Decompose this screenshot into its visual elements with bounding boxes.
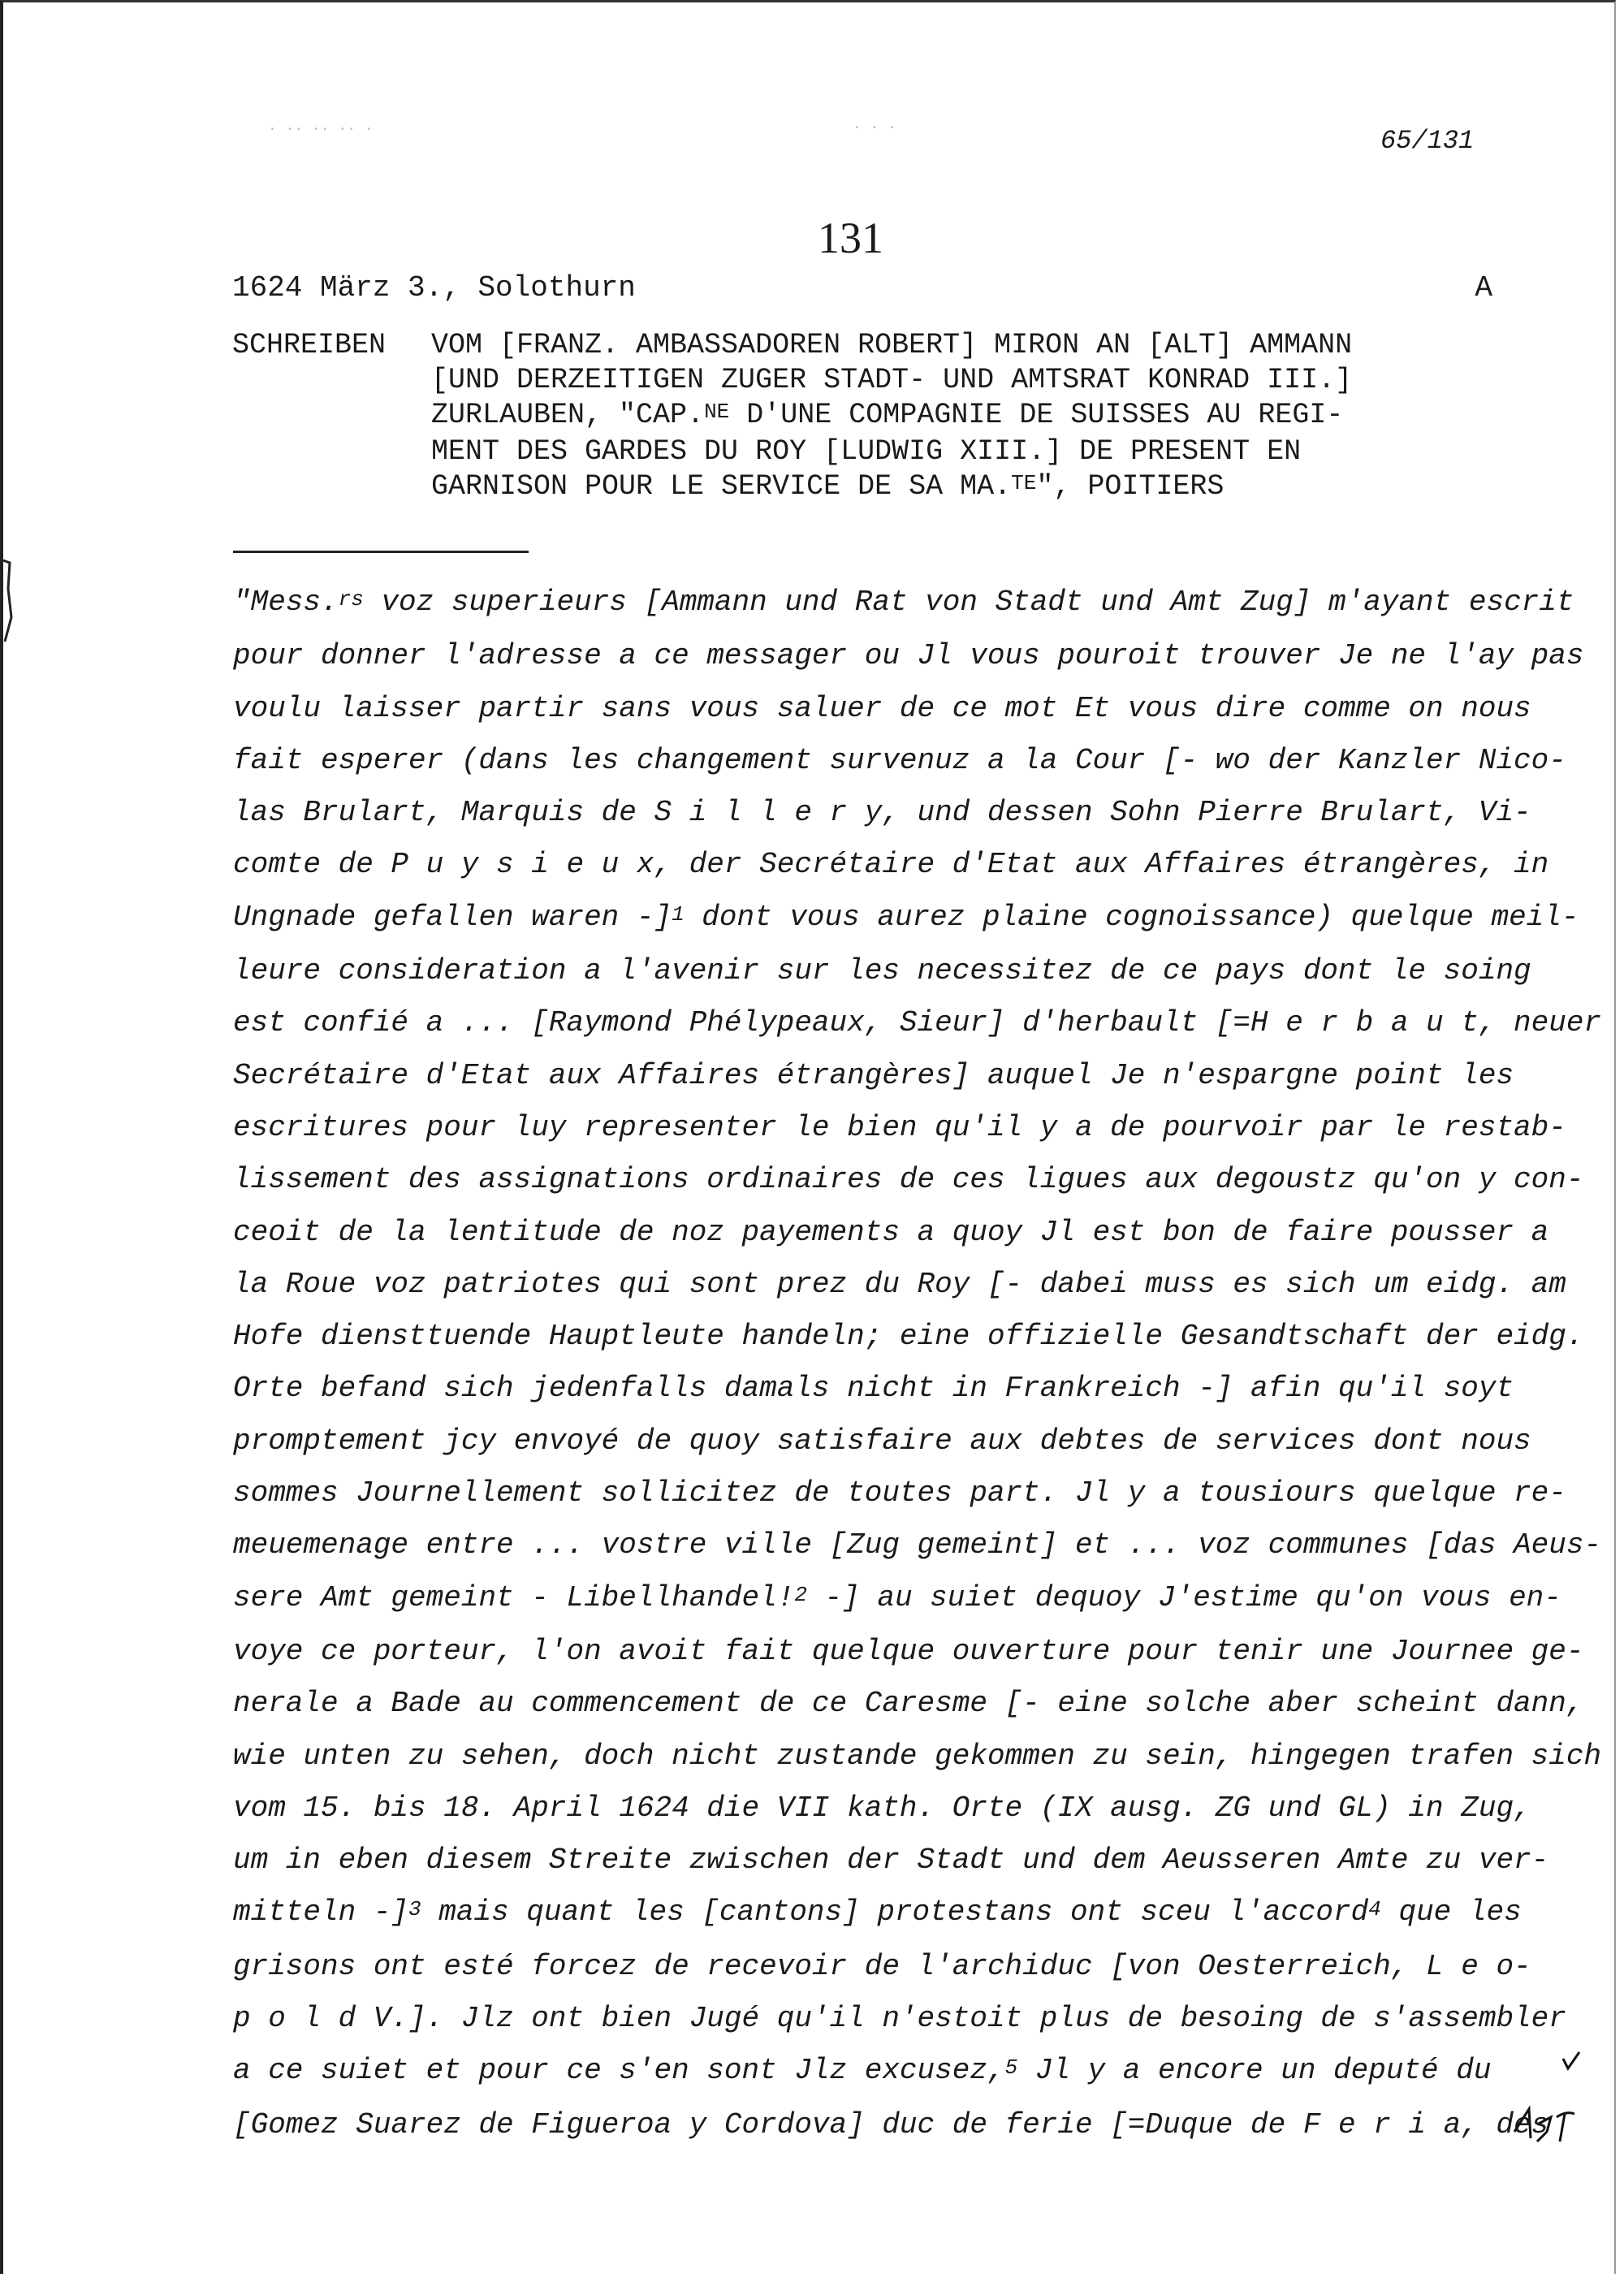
margin-bracket-mark <box>0 556 15 646</box>
scan-smudge: · ·· ·· ·· · <box>268 122 374 138</box>
text-line: Ungnade gefallen waren -]$^1$ dont vous aurez plaine cognoissance) quelque meil- <box>233 900 1579 934</box>
header-line: GARNISON POUR LE SERVICE DE SA MA.$^{TE}$", POITIERS <box>431 470 1224 503</box>
letter-body <box>233 577 1602 2151</box>
separator-rule <box>233 551 529 553</box>
text-line: sommes Journellement sollicitez de toutes part. Jl y a tousiours quelque re- <box>233 1476 1566 1511</box>
text-line: ceoit de la lentitude de noz payements a quoy Jl est bon de faire pousser a <box>233 1215 1549 1249</box>
text-line: Hofe diensttuende Hauptleute handeln; eine offizielle Gesandtschaft der eidg. <box>233 1320 1584 1354</box>
text-line: wie unten zu sehen, doch nicht zustande gekommen zu sein, hingegen trafen sich <box>233 1739 1602 1773</box>
text-line: Secrétaire d'Etat aux Affaires étrangères] auquel Je n'espargne point les <box>233 1058 1514 1092</box>
text-line: p o l d V.]. Jlz ont bien Jugé qu'il n'estoit plus de besoing de s'assembler <box>233 2002 1566 2036</box>
text-line: comte de P u y s i e u x, der Secrétaire d'Etat aux Affaires étrangères, in <box>233 848 1549 882</box>
text-line: la Roue voz patriotes qui sont prez du Roy [- dabei muss es sich um eidg. am <box>233 1267 1566 1301</box>
text-line: meuemenage entre ... vostre ville [Zug gemeint] et ... voz communes [das Aeus- <box>233 1528 1602 1562</box>
handwritten-folio-mark <box>1506 2051 1604 2148</box>
text-line: vom 15. bis 18. April 1624 die VII kath. Orte (IX ausg. ZG und GL) in Zug, <box>233 1791 1531 1825</box>
text-line: escritures pour luy representer le bien qu'il y a de pourvoir par le restab- <box>233 1110 1566 1144</box>
text-line: pour donner l'adresse a ce messager ou Jl vous pouroit trouver Je ne l'ay pas <box>233 639 1584 673</box>
text-line: sere Amt gemeint - Libellhandel!$^2$ -] au suiet dequoy J'estime qu'on vous en- <box>233 1580 1561 1614</box>
page-identifier: 65/131 <box>1380 126 1475 156</box>
text-line: lissement des assignations ordinaires de ces ligues aux degoustz qu'on y con- <box>233 1163 1584 1197</box>
text-line: a ce suiet et pour ce s'en sont Jlz excusez,$^5$ Jl y a encore un deputé du <box>233 2054 1492 2088</box>
header-label: SCHREIBEN <box>232 329 387 361</box>
text-line: fait esperer (dans les changement survenuz a la Cour [- wo der Kanzler Nico- <box>233 743 1566 777</box>
text-line: voulu laisser partir sans vous saluer de ce mot Et vous dire comme on nous <box>233 691 1531 725</box>
document-type-letter: A <box>1475 271 1492 305</box>
text-line: [Gomez Suarez de Figueroa y Cordova] duc de ferie [=Duque de F e r i a, des <box>233 2107 1549 2142</box>
header-line: VOM [FRANZ. AMBASSADOREN ROBERT] MIRON AN [ALT] AMMANN <box>431 329 1353 361</box>
text-line: est confié a ... [Raymond Phélypeaux, Sieur] d'herbault [=H e r b a u t, neuer <box>233 1006 1602 1040</box>
header-line: ZURLAUBEN, "CAP.$^{NE}$ D'UNE COMPAGNIE DE SUISSES AU REGI- <box>431 399 1344 431</box>
text-line: um in eben diesem Streite zwischen der Stadt und dem Aeusseren Amte zu ver- <box>233 1843 1549 1878</box>
text-line: "Mess.$^{rs}$ voz superieurs [Ammann und Rat von Stadt und Amt Zug] m'ayant escrit <box>233 586 1574 619</box>
text-line: grisons ont esté forcez de recevoir de l'archiduc [von Oesterreich, L e o- <box>233 1949 1531 1983</box>
text-line: nerale a Bade au commencement de ce Caresme [- eine solche aber scheint dann, <box>233 1687 1584 1721</box>
text-line: Orte befand sich jedenfalls damals nicht in Frankreich -] afin qu'il soyt <box>233 1372 1514 1406</box>
document-header <box>232 328 1515 506</box>
text-line: promptement jcy envoyé de quoy satisfaire aux debtes de services dont nous <box>233 1424 1531 1458</box>
text-line: las Brulart, Marquis de S i l l e r y, und dessen Sohn Pierre Brulart, Vi- <box>233 796 1531 830</box>
header-line: MENT DES GARDES DU ROY [LUDWIG XIII.] DE PRESENT EN <box>431 435 1302 468</box>
header-line: [UND DERZEITIGEN ZUGER STADT- UND AMTSRAT KONRAD III.] <box>431 364 1353 396</box>
document-number: 131 <box>818 214 883 262</box>
scan-smudge: · · · <box>853 120 897 136</box>
date-place-line <box>232 271 1492 305</box>
header-lines <box>431 328 1515 506</box>
text-line: leure consideration a l'avenir sur les necessitez de ce pays dont le soing <box>233 954 1531 988</box>
date-place: 1624 März 3., Solothurn <box>232 271 636 305</box>
text-line: voye ce porteur, l'on avoit fait quelque ouverture pour tenir une Journee ge- <box>233 1634 1584 1668</box>
text-line: mitteln -]$^3$ mais quant les [cantons] protestans ont sceu l'accord$^4$ que les <box>233 1895 1522 1930</box>
